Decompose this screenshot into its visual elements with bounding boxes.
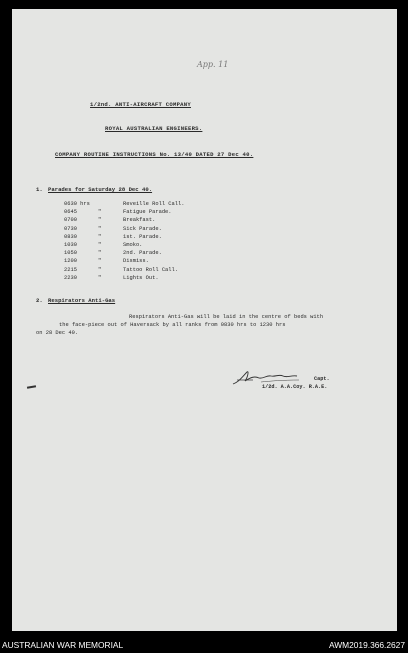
schedule-activity: 1st. Parade. (123, 233, 162, 240)
ditto-mark: " (98, 233, 102, 240)
corps-heading: ROYAL AUSTRALIAN ENGINEERS. (105, 125, 203, 132)
schedule-time: 1200 (64, 258, 77, 265)
ditto-mark: " (98, 209, 102, 216)
ditto-mark: " (98, 217, 102, 224)
schedule-time: 0830 (64, 233, 77, 240)
unit-heading: 1/2nd. ANTI-AIRCRAFT COMPANY (90, 101, 191, 108)
schedule-activity: Smoko. (123, 241, 143, 248)
archive-reference: AWM2019.366.2627 (328, 640, 405, 650)
schedule-activity: Fatigue Parade. (123, 209, 172, 216)
schedule-time: 0730 (64, 225, 77, 232)
schedule-activity: Reveille Roll Call. (123, 201, 185, 207)
ditto-mark: " (98, 225, 102, 232)
section-1-title: Parades for Saturday 28 Dec 40. (48, 186, 153, 193)
signatory-rank: Capt. (314, 376, 330, 382)
section-2-number: 2. (36, 297, 43, 304)
ditto-mark: " (98, 274, 102, 281)
schedule-activity: 2nd. Parade. (123, 250, 162, 257)
ditto-mark: " (98, 266, 102, 273)
schedule-activity: Sick Parade. (123, 225, 162, 232)
signatory-unit: 1/2d. A.A.Coy. R.A.E. (262, 384, 328, 390)
section-2-text-line-1: Respirators Anti-Gas will be laid in the centre of beds with (129, 314, 324, 320)
ditto-mark: " (98, 250, 102, 257)
schedule-activity: Tattoo Roll Call. (123, 266, 178, 273)
schedule-time: 0630 hrs (64, 201, 90, 207)
schedule-time: 2215 (64, 266, 77, 273)
schedule-time: 1030 (64, 241, 77, 248)
schedule-activity: Dismiss. (123, 258, 149, 265)
section-2-text-line-3: on 28 Dec 40. (36, 330, 79, 336)
ditto-mark: " (98, 241, 102, 248)
schedule-time: 1050 (64, 250, 77, 257)
archive-credit: AUSTRALIAN WAR MEMORIAL (2, 640, 124, 650)
section-2-text-line-2: the face-piece out of Haversack by all ranks from 0830 hrs to 1230 hrs (59, 322, 286, 328)
schedule-time: 0700 (64, 217, 77, 224)
orders-heading: COMPANY ROUTINE INSTRUCTIONS No. 13/40 DATED 27 Dec 40. (55, 151, 254, 158)
schedule-time: 2230 (64, 274, 77, 281)
schedule-activity: Breakfast. (123, 217, 156, 224)
section-1-number: 1. (36, 186, 43, 193)
schedule-activity: Lights Out. (123, 274, 159, 281)
schedule-time: 0645 (64, 209, 77, 216)
ditto-mark: " (98, 258, 102, 265)
section-2-title: Respirators Anti-Gas (48, 297, 116, 304)
page-annotation: App. 11 (197, 60, 229, 69)
